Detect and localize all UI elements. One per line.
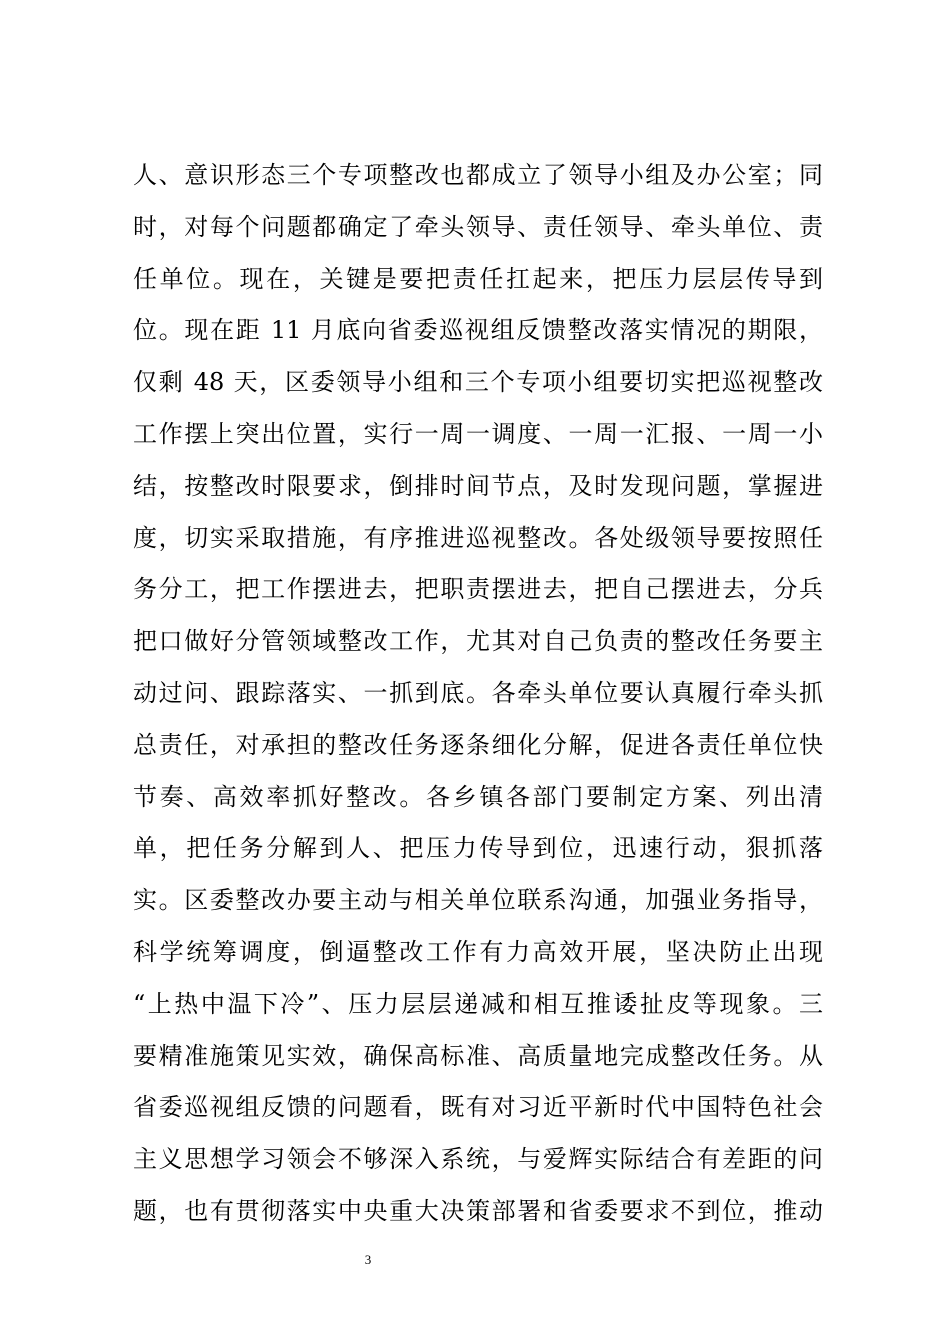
text-line: 实。区委整改办要主动与相关单位联系沟通，加强业务指导， — [133, 886, 823, 915]
text-line: 仅剩 48 天，区委领导小组和三个专项小组要切实把巡视整改 — [133, 368, 823, 397]
text-line: 总责任，对承担的整改任务逐条细化分解，促进各责任单位快 — [133, 730, 823, 759]
text-line: 结，按整改时限要求，倒排时间节点，及时发现问题，掌握进 — [133, 471, 823, 500]
text-line: 人、意识形态三个专项整改也都成立了领导小组及办公室；同 — [133, 161, 823, 189]
body-text — [133, 150, 823, 1238]
text-line: “上热中温下冷”、压力层层递减和相互推诿扯皮等现象。三 — [133, 989, 823, 1018]
text-line: 位。现在距 11 月底向省委巡视组反馈整改落实情况的期限， — [133, 316, 823, 345]
text-line: 科学统筹调度，倒逼整改工作有力高效开展，坚决防止出现 — [133, 937, 823, 966]
text-line: 把口做好分管领域整改工作，尤其对自己负责的整改任务要主 — [133, 627, 823, 656]
text-line: 务分工，把工作摆进去，把职责摆进去，把自己摆进去，分兵 — [133, 575, 823, 604]
text-line: 主义思想学习领会不够深入系统，与爱辉实际结合有差距的问 — [133, 1145, 823, 1174]
text-line: 动过问、跟踪落实、一抓到底。各牵头单位要认真履行牵头抓 — [133, 678, 823, 707]
text-line: 工作摆上突出位置，实行一周一调度、一周一汇报、一周一小 — [133, 419, 823, 448]
text-line: 节奏、高效率抓好整改。各乡镇各部门要制定方案、列出清 — [133, 782, 823, 811]
text-line: 时，对每个问题都确定了牵头领导、责任领导、牵头单位、责 — [133, 212, 823, 241]
text-line: 要精准施策见实效，确保高标准、高质量地完成整改任务。从 — [133, 1041, 823, 1070]
text-line: 度，切实采取措施，有序推进巡视整改。各处级领导要按照任 — [133, 523, 823, 552]
text-line: 单，把任务分解到人、把压力传导到位，迅速行动，狠抓落 — [133, 834, 823, 863]
text-line: 任单位。现在，关键是要把责任扛起来，把压力层层传导到 — [133, 264, 823, 293]
text-line: 题，也有贯彻落实中央重大决策部署和省委要求不到位，推动 — [133, 1196, 823, 1225]
text-line: 省委巡视组反馈的问题看，既有对习近平新时代中国特色社会 — [133, 1093, 823, 1122]
page-number: 3 — [364, 1252, 372, 1267]
